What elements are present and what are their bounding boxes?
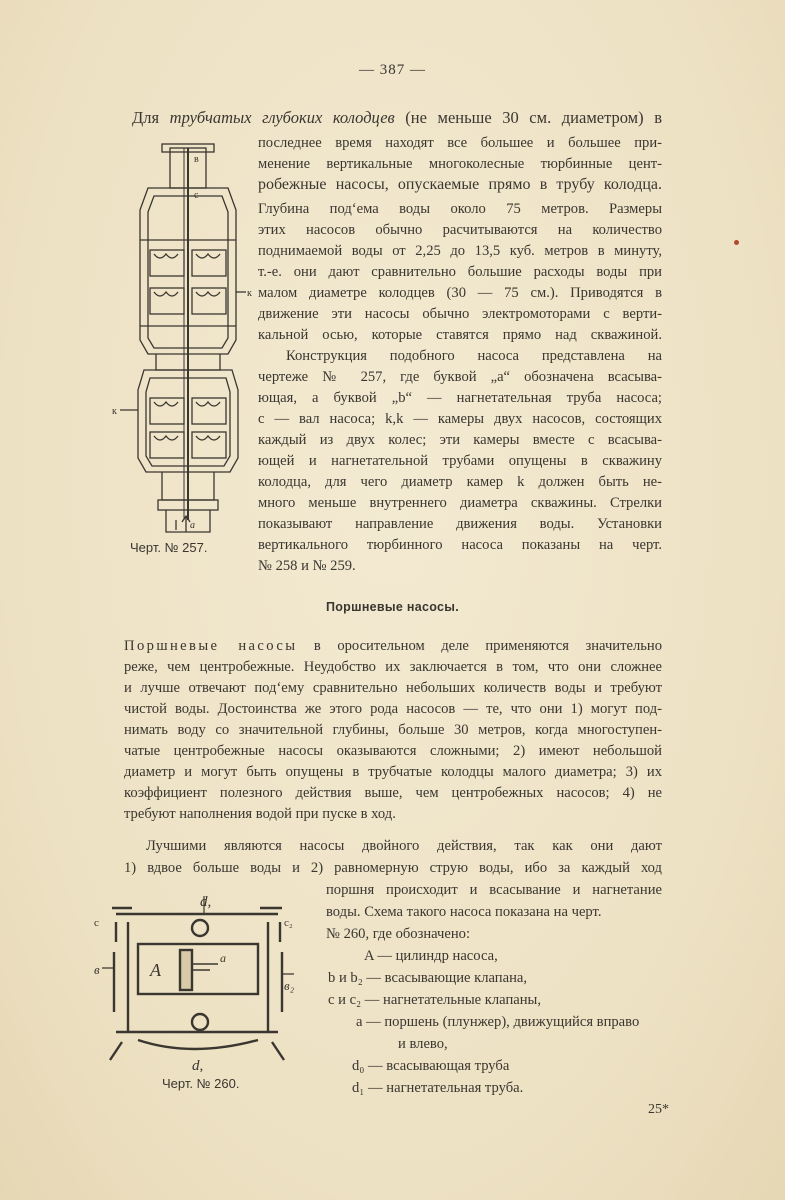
text-line: Глубина под‘ема воды около 75 метров. Размеры — [258, 201, 662, 217]
text-line: c — вал насоса; k,k — камеры двух насосов, состоящих — [258, 411, 662, 427]
legend-line: и влево, — [398, 1036, 448, 1052]
text-line: диаметр и могут быть опущены в трубчатые колодцы малого диаметра; 3) их — [124, 764, 662, 780]
legend-line: d₁ — нагнетательная труба. — [352, 1080, 524, 1096]
text-line: № 258 и № 259. — [258, 558, 356, 574]
text-line: менение вертикальные многоколесные тюрбинные цент- — [258, 156, 662, 172]
text-line: этих насосов обычно расчитываются на количество — [258, 222, 662, 238]
spaced-lead: Поршневые насосы — [124, 638, 298, 654]
text-line: чертеже № 257, где буквой „a“ обозначена всасыва- — [258, 369, 662, 385]
figure-260-label-b2: в₂ — [284, 978, 295, 993]
first-line-suffix: (не меньше 30 см. диаметром) в — [394, 108, 662, 127]
figure-260-caption: Черт. № 260. — [162, 1076, 240, 1091]
first-line-italic: трубчатых глубоких колодцев — [169, 108, 395, 127]
text-line: поднимаемой воды от 2,25 до 13,5 куб. метров в минуту, — [258, 243, 662, 259]
text-line: Конструкция подобного насоса представлена на — [286, 348, 662, 364]
figure-260-label-d1: d, — [200, 894, 212, 910]
text-line: Лучшими являются насосы двойного действия, так как они дают — [146, 838, 662, 854]
figure-260-label-d0: d, — [192, 1058, 204, 1072]
first-line — [132, 108, 662, 129]
text-line — [124, 636, 662, 656]
text-line: поршня происходит и всасывание и нагнетание — [326, 882, 662, 898]
legend-line: a — поршень (плунжер), движущийся вправо — [356, 1014, 640, 1030]
text-line: кальной осью, которые ставятся прямо над скважиной. — [258, 327, 662, 343]
figure-260-label-b: в — [94, 962, 100, 977]
ink-spot — [734, 240, 739, 245]
text-line: нимать воду со значительной глубины, больше 30 метров, когда многоступен- — [124, 722, 662, 738]
figure-260-label-a: a — [220, 951, 226, 965]
legend-line: d₀ — всасывающая труба — [352, 1058, 510, 1074]
figure-257-label-a: a — [190, 520, 195, 531]
text-line: коэффициент полезного действия выше, чем центробежных насосов; 4) не — [124, 785, 662, 801]
figure-257-label-k-right: к — [247, 288, 252, 299]
text-line: движение эти насосы обычно электромоторами с верти- — [258, 306, 662, 322]
figure-257-label-k-left: к — [112, 406, 117, 417]
legend-line: A — цилиндр насоса, — [364, 948, 498, 964]
text-line: требуют наполнения водой при пуске в ход. — [124, 806, 396, 822]
legend-line: c и c₂ — нагнетательные клапаны, — [328, 992, 541, 1008]
text-line: воды. Схема такого насоса показана на черт. — [326, 904, 602, 920]
figure-260-schematic — [92, 892, 297, 1072]
text-line: последнее время находят все большее и большее при- — [258, 135, 662, 151]
legend-line: b и b₂ — всасывающие клапана, — [328, 970, 528, 986]
text-line: и лучше отвечают под‘ему сравнительно небольших количеств воды и требуют — [124, 680, 662, 696]
text-line: ющая, а буквой „b“ — нагнетательная труба насоса; — [258, 390, 662, 406]
text-line: малом диаметре колодцев (30 — 75 см.). Приводятся в — [258, 285, 662, 301]
text-line: реже, чем центробежные. Неудобство их заключается в том, что они сложнее — [124, 659, 662, 675]
text-line: робежные насосы, опускаемые прямо в трубу колодца. — [258, 176, 662, 193]
text-span: в оросительном деле применяются значительно — [297, 638, 662, 654]
text-line: много меньше внутреннего диаметра скважины. Стрелки — [258, 495, 662, 511]
figure-257-label-b: в — [194, 154, 199, 165]
text-line: колодца, для чего диаметр камер k должен быть не- — [258, 474, 662, 490]
text-line: 1) вдвое больше воды и 2) равномерную струю воды, ибо за каждый ход — [124, 860, 662, 876]
figure-260-label-c2: c₂ — [284, 917, 293, 929]
figure-257-pump-drawing — [110, 140, 260, 540]
text-line: т.-е. они дают сравнительно большие расходы воды при — [258, 264, 662, 280]
text-line: чатые центробежные насосы оказываются сложными; 2) имеют небольшой — [124, 743, 662, 759]
text-line: каждый из двух колес; эти камеры вместе с всасыва- — [258, 432, 662, 448]
section-heading: Поршневые насосы. — [325, 600, 460, 614]
figure-257-label-c: с — [194, 190, 199, 201]
text-line: № 260, где обозначено: — [326, 926, 471, 942]
first-line-prefix: Для — [132, 108, 170, 127]
page-number: — 387 — — [359, 62, 426, 78]
text-line: чистой воды. Достоинства же этого рода насосов — те, что они 1) могут под- — [124, 701, 662, 717]
text-line: ющей и нагнетательной трубами опущены в скважину — [258, 453, 662, 469]
signature-mark: 25* — [648, 1102, 669, 1117]
text-line: вертикального тюрбинного насоса показаны на черт. — [258, 537, 662, 553]
figure-260-label-A: A — [150, 960, 161, 980]
text-line: показывают направление движения воды. Установки — [258, 516, 662, 532]
figure-260-label-c: c — [94, 917, 99, 929]
figure-257-caption: Черт. № 257. — [130, 540, 208, 555]
